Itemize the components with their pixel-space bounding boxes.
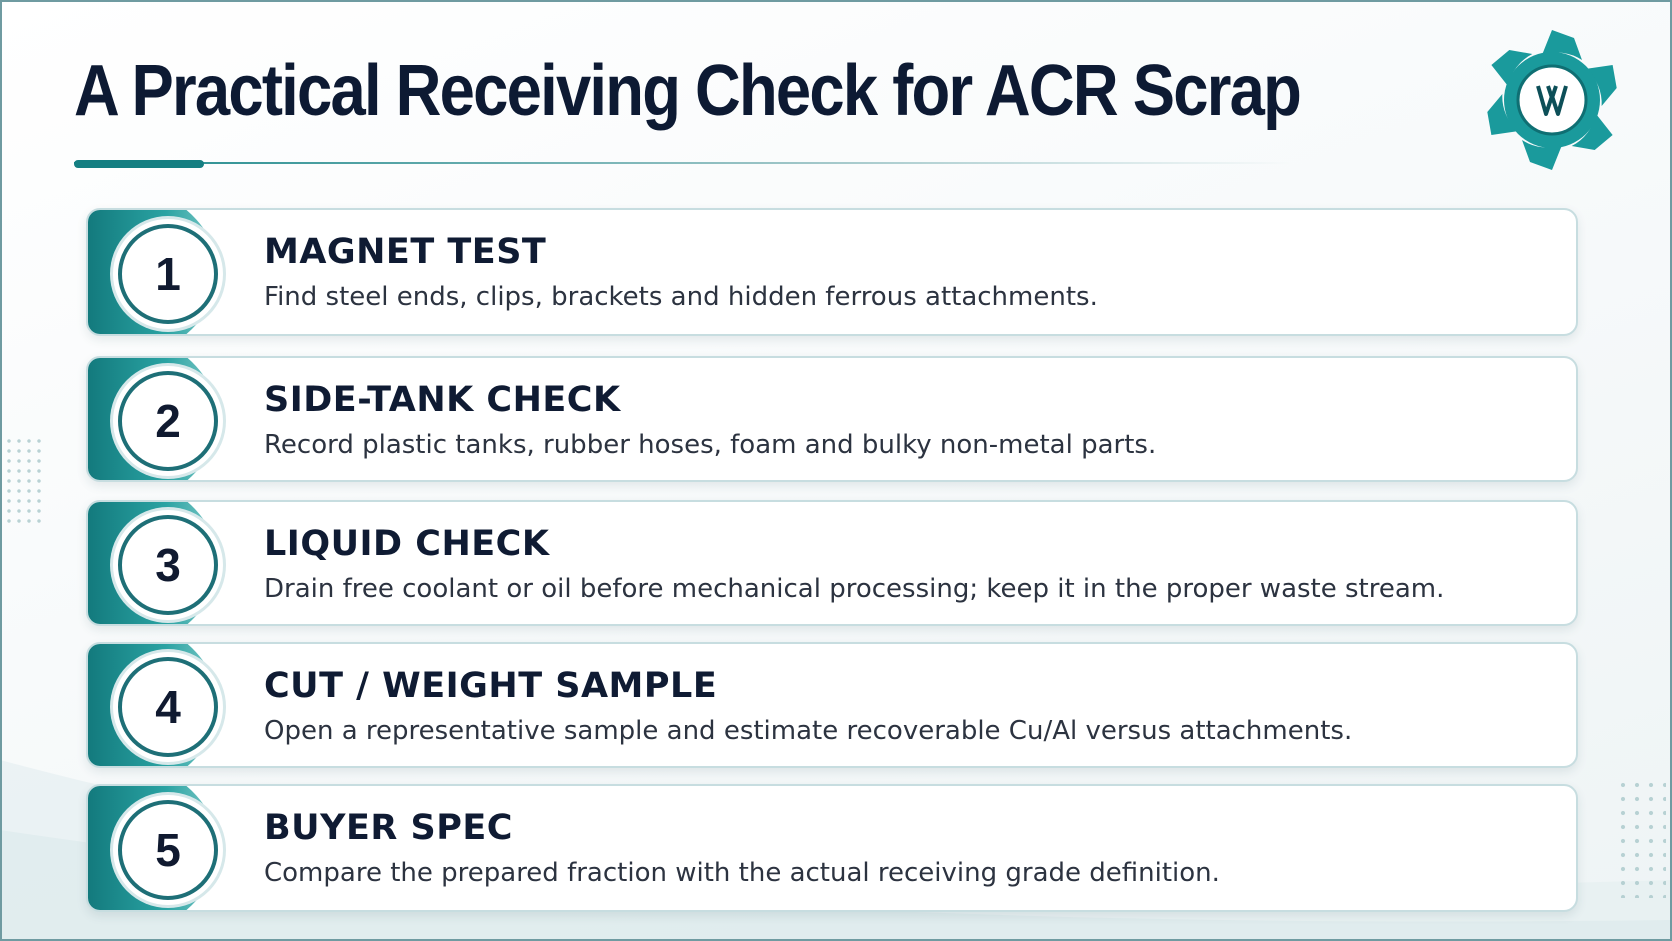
step-card-cut-weight-sample <box>86 642 1578 768</box>
step-description: Open a representative sample and estimate recoverable Cu/Al versus attachments. <box>264 716 1353 746</box>
step-number: 5 <box>155 824 181 876</box>
title-underline <box>74 162 1294 164</box>
step-number-badge <box>118 224 218 324</box>
step-card-magnet-test <box>86 208 1578 336</box>
step-number: 4 <box>155 681 181 733</box>
decorative-dots-right <box>1616 778 1666 898</box>
gear-logo-icon <box>1476 24 1628 176</box>
step-number: 3 <box>155 539 181 591</box>
step-description: Drain free coolant or oil before mechanical processing; keep it in the proper waste stream. <box>264 574 1445 604</box>
step-description: Record plastic tanks, rubber hoses, foam and bulky non-metal parts. <box>264 430 1157 460</box>
step-number-badge <box>118 800 218 900</box>
step-title: SIDE-TANK CHECK <box>264 380 621 420</box>
step-card-buyer-spec <box>86 784 1578 912</box>
step-description: Compare the prepared fraction with the actual receiving grade definition. <box>264 858 1220 888</box>
step-title: BUYER SPEC <box>264 808 513 848</box>
step-card-liquid-check <box>86 500 1578 626</box>
step-title: CUT / WEIGHT SAMPLE <box>264 666 718 706</box>
steps-list <box>86 208 1578 932</box>
step-number-badge <box>118 657 218 757</box>
step-number: 2 <box>155 395 181 447</box>
title-underline-accent <box>74 160 204 168</box>
step-description: Find steel ends, clips, brackets and hidden ferrous attachments. <box>264 282 1098 312</box>
page-title: A Practical Receiving Check for ACR Scrap <box>74 51 1301 131</box>
step-number-badge <box>118 515 218 615</box>
step-card-side-tank-check <box>86 356 1578 482</box>
decorative-dots-left <box>4 436 44 526</box>
step-title: MAGNET TEST <box>264 232 547 272</box>
step-number-badge <box>118 371 218 471</box>
step-title: LIQUID CHECK <box>264 524 550 564</box>
step-number: 1 <box>155 248 181 300</box>
